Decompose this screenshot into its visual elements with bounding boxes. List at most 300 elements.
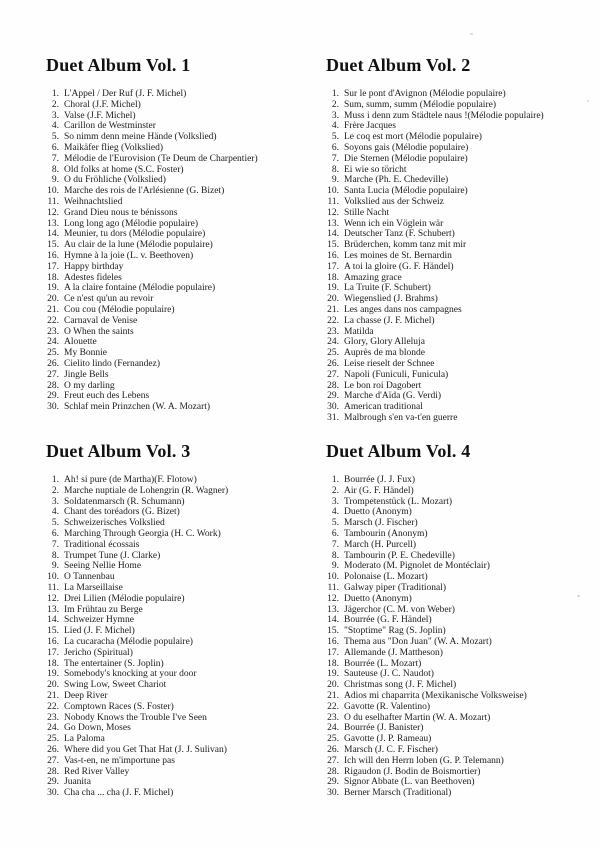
song-item <box>326 475 600 486</box>
song-number: 26. <box>47 358 59 369</box>
song-item <box>46 745 326 756</box>
song-item <box>46 154 326 165</box>
song-item <box>326 756 600 767</box>
song-item <box>46 702 326 713</box>
song-item <box>326 175 600 186</box>
song-item <box>46 777 326 788</box>
song-number: 17. <box>327 647 339 658</box>
song-title: A toi la gloire (G. F. Händel) <box>344 261 454 272</box>
song-item <box>326 540 600 551</box>
song-item <box>46 734 326 745</box>
song-item <box>46 788 326 799</box>
song-item <box>46 713 326 724</box>
song-title: Traditional écossais <box>64 539 140 550</box>
song-number: 6. <box>331 142 339 153</box>
song-number: 9. <box>51 175 59 186</box>
song-number: 2. <box>331 485 339 496</box>
song-title: Schweizer Hymne <box>64 615 134 626</box>
song-number: 28. <box>47 766 59 777</box>
song-number: 15. <box>327 626 339 637</box>
song-item <box>46 572 326 583</box>
song-item <box>326 197 600 208</box>
song-title: O When the saints <box>64 326 134 337</box>
song-title: Meunier, tu dors (Mélodie populaire) <box>64 229 206 240</box>
song-number: 14. <box>47 229 59 240</box>
song-item <box>326 637 600 648</box>
album-section-vol3 <box>46 441 326 799</box>
song-number: 26. <box>327 744 339 755</box>
song-number: 16. <box>47 250 59 261</box>
song-title: Tambourin (Anonym) <box>344 528 428 539</box>
song-title: Die Sternen (Mélodie populaire) <box>344 153 468 164</box>
song-title: Jägerchor (C. M. von Weber) <box>344 604 455 615</box>
song-number: 16. <box>47 636 59 647</box>
song-title: Alouette <box>64 337 97 348</box>
song-number: 19. <box>327 283 339 294</box>
song-list-vol4 <box>326 475 600 799</box>
song-number: 10. <box>47 572 59 583</box>
song-number: 13. <box>47 604 59 615</box>
song-title: Leise rieselt der Schnee <box>344 358 435 369</box>
song-item <box>326 359 600 370</box>
song-title: Mélodie de l'Eurovision (Te Deum de Charpentier) <box>64 153 258 164</box>
song-item <box>326 283 600 294</box>
song-item <box>326 561 600 572</box>
song-title: Ich will den Herrn loben (G. P. Telemann) <box>344 755 504 766</box>
song-item <box>326 518 600 529</box>
song-number: 21. <box>327 690 339 701</box>
song-number: 4. <box>331 121 339 132</box>
song-number: 25. <box>327 348 339 359</box>
song-number: 24. <box>327 723 339 734</box>
song-item <box>46 402 326 413</box>
song-title: Red River Valley <box>64 766 130 777</box>
song-title: La chasse (J. F. Michel) <box>344 315 435 326</box>
song-item <box>46 370 326 381</box>
song-number: 15. <box>47 626 59 637</box>
song-number: 21. <box>47 304 59 315</box>
song-item <box>46 240 326 251</box>
song-item <box>326 648 600 659</box>
song-title: Carillon de Westminster <box>64 121 156 132</box>
song-title: Grand Dieu nous te bénissons <box>64 207 178 218</box>
song-title: Freut euch des Lebens <box>64 391 150 402</box>
song-title: Sauteuse (J. C. Naudot) <box>344 669 434 680</box>
song-title: Choral (J.F. Michel) <box>64 99 141 110</box>
song-number: 29. <box>47 391 59 402</box>
song-item <box>46 691 326 702</box>
song-title: Chant des toréadors (G. Bizet) <box>64 507 180 518</box>
song-title: My Bonnie <box>64 348 108 359</box>
song-number: 28. <box>327 766 339 777</box>
song-number: 3. <box>331 496 339 507</box>
song-number: 21. <box>327 304 339 315</box>
song-item <box>46 381 326 392</box>
song-item <box>46 540 326 551</box>
song-number: 26. <box>47 744 59 755</box>
song-item <box>46 348 326 359</box>
song-number: 10. <box>327 572 339 583</box>
song-title: Marche nuptiale de Lohengrin (R. Wagner) <box>64 485 229 496</box>
song-item <box>326 154 600 165</box>
song-number: 31. <box>327 412 339 423</box>
song-item <box>46 594 326 605</box>
song-item <box>326 669 600 680</box>
song-title: Signor Abbate (L. van Beethoven) <box>344 777 475 788</box>
song-number: 28. <box>47 380 59 391</box>
song-number: 20. <box>327 680 339 691</box>
song-title: Muss i denn zum Städtele naus !(Mélodie populaire) <box>344 110 544 121</box>
song-number: 1. <box>51 475 59 485</box>
album-title-vol1: Duet Album Vol. 1 <box>46 55 191 75</box>
song-number: 27. <box>327 755 339 766</box>
song-item <box>46 669 326 680</box>
song-number: 25. <box>47 734 59 745</box>
song-number: 29. <box>327 391 339 402</box>
song-number: 9. <box>51 561 59 572</box>
song-number: 7. <box>51 153 59 164</box>
song-number: 22. <box>327 701 339 712</box>
album-section-vol1 <box>46 55 326 413</box>
song-item <box>46 186 326 197</box>
song-title: Ei wie so töricht <box>344 164 407 175</box>
song-title: Old folks at home (S.C. Foster) <box>64 164 184 175</box>
song-number: 20. <box>327 294 339 305</box>
song-title: Marche des rois de l'Arlésienne (G. Bizet) <box>64 186 225 197</box>
song-title: Ah! si pure (de Martha)(F. Flotow) <box>64 475 197 485</box>
song-item <box>326 294 600 305</box>
song-title: La Paloma <box>64 734 105 745</box>
song-item <box>46 89 326 100</box>
song-number: 21. <box>47 690 59 701</box>
song-number: 30. <box>47 402 59 413</box>
song-number: 17. <box>47 647 59 658</box>
song-number: 22. <box>327 315 339 326</box>
song-title: Bourrée (G. F. Händel) <box>344 615 432 626</box>
song-item <box>326 240 600 251</box>
song-number: 27. <box>47 755 59 766</box>
song-number: 5. <box>331 518 339 529</box>
song-item <box>46 583 326 594</box>
song-number: 14. <box>327 229 339 240</box>
song-number: 18. <box>327 658 339 669</box>
song-title: Somebody's knocking at your door <box>64 669 197 680</box>
song-number: 22. <box>47 315 59 326</box>
song-item <box>326 219 600 230</box>
song-number: 30. <box>47 788 59 799</box>
song-title: Trumpet Tune (J. Clarke) <box>64 550 161 561</box>
song-number: 14. <box>47 615 59 626</box>
song-title: Christmas song (J. F. Michel) <box>344 680 457 691</box>
song-title: O du eselhafter Martin (W. A. Mozart) <box>344 712 491 723</box>
song-title: Adestes fideles <box>64 272 122 283</box>
song-item <box>326 391 600 402</box>
song-number: 14. <box>327 615 339 626</box>
song-title: Sum, summ, summ (Mélodie populaire) <box>344 99 496 110</box>
song-item <box>326 734 600 745</box>
song-number: 24. <box>47 723 59 734</box>
song-item <box>326 659 600 670</box>
song-title: Rigaudon (J. Bodin de Boismortier) <box>344 766 481 777</box>
song-number: 1. <box>331 475 339 485</box>
song-item <box>46 680 326 691</box>
song-item <box>326 402 600 413</box>
song-item <box>326 626 600 637</box>
song-title: Glory, Glory Alleluja <box>344 337 425 348</box>
song-number: 16. <box>327 250 339 261</box>
song-title: Nobody Knows the Trouble I've Seen <box>64 712 207 723</box>
song-item <box>326 89 600 100</box>
song-title: O Tannenbau <box>64 572 115 583</box>
song-number: 3. <box>331 110 339 121</box>
song-title: Gavotte (R. Valentino) <box>344 701 431 712</box>
song-item <box>326 529 600 540</box>
song-number: 13. <box>327 604 339 615</box>
song-number: 1. <box>51 89 59 99</box>
song-item <box>46 391 326 402</box>
song-number: 27. <box>327 369 339 380</box>
song-item <box>326 370 600 381</box>
song-title: Soyons gais (Mélodie populaire) <box>344 142 469 153</box>
song-number: 15. <box>47 240 59 251</box>
song-item <box>326 100 600 111</box>
song-number: 4. <box>331 507 339 518</box>
song-item <box>46 529 326 540</box>
song-number: 28. <box>327 380 339 391</box>
song-item <box>326 745 600 756</box>
song-number: 5. <box>331 132 339 143</box>
song-number: 19. <box>47 283 59 294</box>
song-list-vol3 <box>46 475 326 799</box>
song-title: So nimm denn meine Hände (Volkslied) <box>64 132 217 143</box>
song-title: Weihnachtslied <box>64 196 123 207</box>
song-number: 19. <box>47 669 59 680</box>
song-title: Marching Through Georgia (H. C. Work) <box>64 528 221 539</box>
song-title: Im Frühtau zu Berge <box>64 604 143 615</box>
song-item <box>326 680 600 691</box>
song-item <box>326 572 600 583</box>
song-item <box>46 756 326 767</box>
song-item <box>46 273 326 284</box>
song-item <box>46 132 326 143</box>
song-item <box>46 327 326 338</box>
song-item <box>326 507 600 518</box>
song-title: Comptown Races (S. Foster) <box>64 701 174 712</box>
song-item <box>46 175 326 186</box>
song-number: 8. <box>331 164 339 175</box>
song-item <box>46 637 326 648</box>
song-title: Trompetenstück (L. Mozart) <box>344 496 453 507</box>
song-item <box>326 132 600 143</box>
song-title: Where did you Get That Hat (J. J. Sulivan) <box>64 744 227 755</box>
song-title: Hymne à la joie (L. v. Beethoven) <box>64 250 194 261</box>
song-item <box>46 229 326 240</box>
song-item <box>46 305 326 316</box>
song-number: 25. <box>47 348 59 359</box>
song-item <box>326 605 600 616</box>
song-title: Drei Lilien (Mélodie populaire) <box>64 593 185 604</box>
song-item <box>46 648 326 659</box>
song-item <box>46 165 326 176</box>
song-item <box>326 305 600 316</box>
song-number: 11. <box>327 196 339 207</box>
song-item <box>46 316 326 327</box>
song-title: Deep River <box>64 690 108 701</box>
song-number: 11. <box>47 582 59 593</box>
song-item <box>326 767 600 778</box>
song-number: 10. <box>47 186 59 197</box>
song-title: Bourrée (L. Mozart) <box>344 658 422 669</box>
song-number: 11. <box>47 196 59 207</box>
song-item <box>326 165 600 176</box>
song-number: 2. <box>331 99 339 110</box>
song-number: 24. <box>47 337 59 348</box>
song-title: Bourrée (J. J. Fux) <box>344 475 415 485</box>
song-number: 24. <box>327 337 339 348</box>
song-title: Seeing Nellie Home <box>64 561 142 572</box>
song-title: Duetto (Anonym) <box>344 593 412 604</box>
song-item <box>326 381 600 392</box>
song-number: 30. <box>327 788 339 799</box>
song-title: Marche (Ph. E. Chedeville) <box>344 175 449 186</box>
song-number: 23. <box>327 712 339 723</box>
song-title: Wiegenslied (J. Brahms) <box>344 294 438 305</box>
song-number: 5. <box>51 132 59 143</box>
song-title: Galway piper (Traditional) <box>344 582 447 593</box>
song-item <box>46 197 326 208</box>
song-number: 22. <box>47 701 59 712</box>
song-title: Schweizerisches Volkslied <box>64 518 165 529</box>
song-number: 19. <box>327 669 339 680</box>
song-item <box>326 723 600 734</box>
song-item <box>326 615 600 626</box>
song-number: 6. <box>51 142 59 153</box>
song-item <box>326 273 600 284</box>
song-item <box>326 111 600 122</box>
song-number: 18. <box>327 272 339 283</box>
song-title: Napoli (Funiculi, Funicula) <box>344 369 449 380</box>
song-title: The entertainer (S. Joplin) <box>64 658 164 669</box>
song-item <box>326 777 600 788</box>
song-number: 12. <box>327 593 339 604</box>
song-item <box>326 262 600 273</box>
album-section-vol4 <box>326 441 600 799</box>
song-number: 9. <box>331 175 339 186</box>
song-item <box>46 615 326 626</box>
song-number: 20. <box>47 680 59 691</box>
song-title: Cou cou (Mélodie populaire) <box>64 304 175 315</box>
song-title: Frère Jacques <box>344 121 396 132</box>
song-number: 18. <box>47 658 59 669</box>
song-item <box>46 262 326 273</box>
song-item <box>46 121 326 132</box>
song-number: 8. <box>51 164 59 175</box>
song-title: Thema aus "Don Juan" (W. A. Mozart) <box>344 636 492 647</box>
song-number: 4. <box>51 121 59 132</box>
song-title: A la claire fontaine (Mélodie populaire) <box>64 283 216 294</box>
song-item <box>46 475 326 486</box>
song-number: 29. <box>47 777 59 788</box>
song-number: 7. <box>51 539 59 550</box>
song-title: Au clair de la lune (Mélodie populaire) <box>64 240 213 251</box>
song-number: 27. <box>47 369 59 380</box>
song-title: Wenn ich ein Vöglein wär <box>344 218 444 229</box>
song-title: Sur le pont d'Avignon (Mélodie populaire) <box>344 89 506 99</box>
song-item <box>326 143 600 154</box>
song-title: La Truite (F. Schubert) <box>344 283 431 294</box>
song-title: Les anges dans nos campagnes <box>344 304 462 315</box>
song-title: Soldatenmarsch (R. Schumann) <box>64 496 185 507</box>
song-title: Jingle Bells <box>64 369 109 380</box>
song-number: 6. <box>51 528 59 539</box>
song-title: Juanita <box>64 777 91 788</box>
song-number: 7. <box>331 539 339 550</box>
scan-artifact <box>470 33 473 35</box>
song-title: March (H. Purcell) <box>344 539 417 550</box>
song-item <box>326 486 600 497</box>
song-title: Maikäfer flieg (Volkslied) <box>64 142 164 153</box>
song-number: 12. <box>327 207 339 218</box>
song-title: Les moines de St. Bernardin <box>344 250 452 261</box>
song-title: Adios mi chaparrita (Mexikanische Volksweise) <box>344 690 527 701</box>
album-title-vol2: Duet Album Vol. 2 <box>326 55 471 75</box>
song-item <box>46 767 326 778</box>
song-title: Ce n'est qu'un au revoir <box>64 294 154 305</box>
song-list-vol1 <box>46 89 326 413</box>
song-title: Le bon roi Dagobert <box>344 380 422 391</box>
song-number: 5. <box>51 518 59 529</box>
song-item <box>326 327 600 338</box>
song-title: Happy birthday <box>64 261 124 272</box>
song-title: Long long ago (Mélodie populaire) <box>64 218 199 229</box>
song-title: Marche d'Aïda (G. Verdi) <box>344 391 442 402</box>
song-item <box>46 359 326 370</box>
song-title: La Marseillaise <box>64 582 123 593</box>
album-section-vol2 <box>326 55 600 424</box>
song-item <box>326 583 600 594</box>
song-item <box>46 659 326 670</box>
song-item <box>46 143 326 154</box>
song-item <box>326 316 600 327</box>
song-number: 2. <box>51 485 59 496</box>
song-title: Polonaise (L. Mozart) <box>344 572 428 583</box>
song-item <box>326 208 600 219</box>
song-item <box>46 497 326 508</box>
song-number: 16. <box>327 636 339 647</box>
song-title: Tambourin (P. E. Chedeville) <box>344 550 455 561</box>
song-list-vol2 <box>326 89 600 424</box>
song-item <box>326 348 600 359</box>
song-number: 4. <box>51 507 59 518</box>
song-item <box>326 551 600 562</box>
song-title: Swing Low, Sweet Chariot <box>64 680 167 691</box>
song-title: Gavotte (J. P. Rameau) <box>344 734 432 745</box>
song-number: 17. <box>47 261 59 272</box>
song-number: 15. <box>327 240 339 251</box>
song-item <box>46 507 326 518</box>
song-title: Santa Lucia (Mélodie populaire) <box>344 186 468 197</box>
song-number: 13. <box>327 218 339 229</box>
song-number: 29. <box>327 777 339 788</box>
song-number: 23. <box>47 712 59 723</box>
song-item <box>326 594 600 605</box>
song-item <box>326 251 600 262</box>
song-item <box>326 713 600 724</box>
song-number: 3. <box>51 110 59 121</box>
song-item <box>46 551 326 562</box>
song-item <box>326 229 600 240</box>
song-item <box>326 121 600 132</box>
